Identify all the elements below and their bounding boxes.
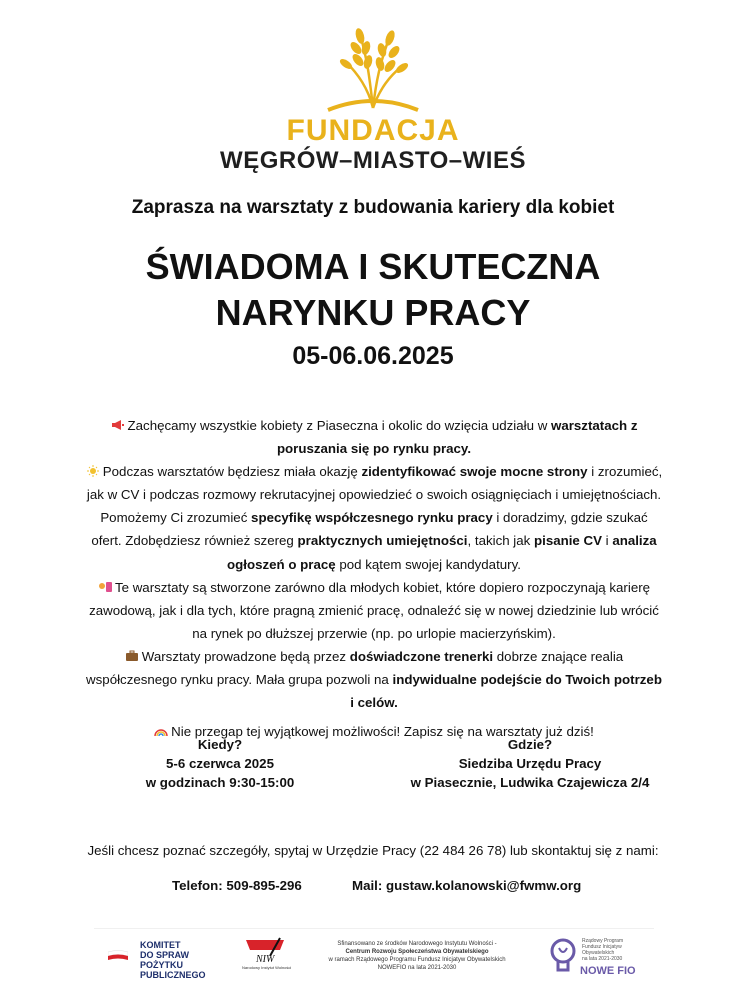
komitet-line-4: PUBLICZNEGO xyxy=(140,970,206,980)
paragraph-audience xyxy=(84,576,664,645)
logo-subtitle: WĘGRÓW–MIASTO–WIEŚ xyxy=(220,147,526,174)
when-hours: w godzinach 9:30-15:00 xyxy=(145,775,295,790)
funding-line-2: Centrum Rozwoju Społeczeństwa Obywatelskiego xyxy=(345,949,489,955)
p2-j: analiza ogłoszeń o pracę xyxy=(227,533,657,572)
fio-small-2: Fundusz Inicjatyw xyxy=(582,944,622,950)
komitet-line-3: POŻYTKU xyxy=(140,960,184,970)
megaphone-icon xyxy=(111,419,125,431)
niw-caption: Narodowy Instytut Wolności xyxy=(242,965,292,970)
funding-line-4: NOWEFIO na lata 2021-2030 xyxy=(377,965,457,971)
komitet-line-2: DO SPRAW xyxy=(140,950,190,960)
p2-f: praktycznych umiejętności xyxy=(297,533,468,549)
p2-k: pod kątem swojej kandydatury. xyxy=(335,556,521,572)
p1-text: Zachęcamy wszystkie kobiety z Piaseczna i okolic do wzięcia udziału w xyxy=(127,418,551,433)
komitet-logo xyxy=(140,940,206,980)
contact-mail[interactable]: Mail: gustaw.kolanowski@fwmw.org xyxy=(352,878,582,893)
where-label: Gdzie? xyxy=(507,737,553,752)
women-icon xyxy=(98,581,112,593)
fio-small-3: Obywatelskich xyxy=(582,950,615,956)
description xyxy=(84,414,664,743)
funding-note xyxy=(312,940,522,972)
where-address: w Piasecznie, Ludwika Czajewicza 2/4 xyxy=(410,775,650,790)
poland-flag-icon xyxy=(108,950,128,962)
wheat-logo-icon xyxy=(318,22,428,114)
p2-c: i zrozumieć, jak w CV i podczas rozmowy rekrutacyjnej opowiedzieć o swoich osiągnięciach i umiejętnościach. Pomożemy Ci zrozumieć xyxy=(86,464,663,526)
tagline: Zaprasza na warsztaty z budowania kariery dla kobiet xyxy=(131,197,615,218)
p2-d: specyfikę współczesnego rynku pracy xyxy=(251,510,493,526)
p2-h: pisanie CV xyxy=(534,533,602,549)
p4-d: indywidualne podejście do Twoich potrzeb i celów. xyxy=(350,672,662,711)
p2-i: i xyxy=(601,533,613,549)
event-date: 05-06.06.2025 xyxy=(292,342,454,370)
fio-small-1: Rządowy Program xyxy=(582,938,624,944)
contact-text: Jeśli chcesz poznać szczegóły, spytaj w Urzędzie Pracy (22 484 26 78) lub skontaktuj się z nami: xyxy=(87,843,659,858)
briefcase-icon xyxy=(125,650,139,662)
paragraph-trainers xyxy=(84,645,664,714)
p2-e: i doradzimy, gdzie szukać ofert. Zdobędziesz również szereg xyxy=(91,510,648,549)
paragraph-skills xyxy=(84,460,664,575)
when-date: 5-6 czerwca 2025 xyxy=(166,756,274,771)
nowe-fio-logo-icon xyxy=(548,938,578,974)
sun-icon xyxy=(86,465,100,477)
niw-logo xyxy=(240,936,292,972)
when-label: Kiedy? xyxy=(197,737,243,752)
p2-g: , takich jak xyxy=(467,533,534,549)
fio-small-text xyxy=(582,938,642,962)
title-line-1: ŚWIADOMA I SKUTECZNA xyxy=(145,246,601,287)
fio-small-4: na lata 2021-2030 xyxy=(582,956,623,962)
komitet-line-1: KOMITET xyxy=(140,940,181,950)
p4-b: doświadczone trenerki xyxy=(349,648,494,664)
when-block xyxy=(120,735,320,792)
p3-text: Te warsztaty są stworzone zarówno dla młodych kobiet, które dopiero rozpoczynają karierę zawodową, jak i dla tych, które pragną zmienić pracę, odnaleźć się w nowej dziedzinie lub wrócić na rynek po dłuższej przerwie (np. po urlopie macierzyńskim). xyxy=(89,579,659,641)
nowe-fio-label: NOWE FIO xyxy=(580,965,636,977)
p2-a: Podczas warsztatów będziesz miała okazję xyxy=(102,464,362,480)
p1-bold: warsztatach z poruszania się po rynku pracy. xyxy=(276,418,638,457)
where-block xyxy=(400,735,660,792)
niw-text: NIW xyxy=(256,954,275,965)
paragraph-invite xyxy=(84,414,664,460)
contact-phone[interactable]: Telefon: 509-895-296 xyxy=(172,878,302,893)
p4-c: dobrze znające realia współczesnego rynku pracy. Mała grupa pozwoli na xyxy=(86,648,624,688)
p4-a: Warsztaty prowadzone będą przez xyxy=(141,648,350,664)
funding-line-3: w ramach Rządowego Programu Fundusz Inicjatyw Obywatelskich xyxy=(328,957,506,963)
p2-b: zidentyfikować swoje mocne strony xyxy=(361,464,588,480)
title-line-2: NARYNKU PRACY xyxy=(215,292,531,333)
funding-line-1: Sfinansowano ze środków Narodowego Instytutu Wolności - xyxy=(337,941,497,947)
p5-text: Nie przegap tej wyjątkowej możliwości! Zapisz się na warsztaty już dziś! xyxy=(171,724,594,740)
logo-name: FUNDACJA xyxy=(286,114,460,147)
where-place: Siedziba Urzędu Pracy xyxy=(458,756,602,771)
